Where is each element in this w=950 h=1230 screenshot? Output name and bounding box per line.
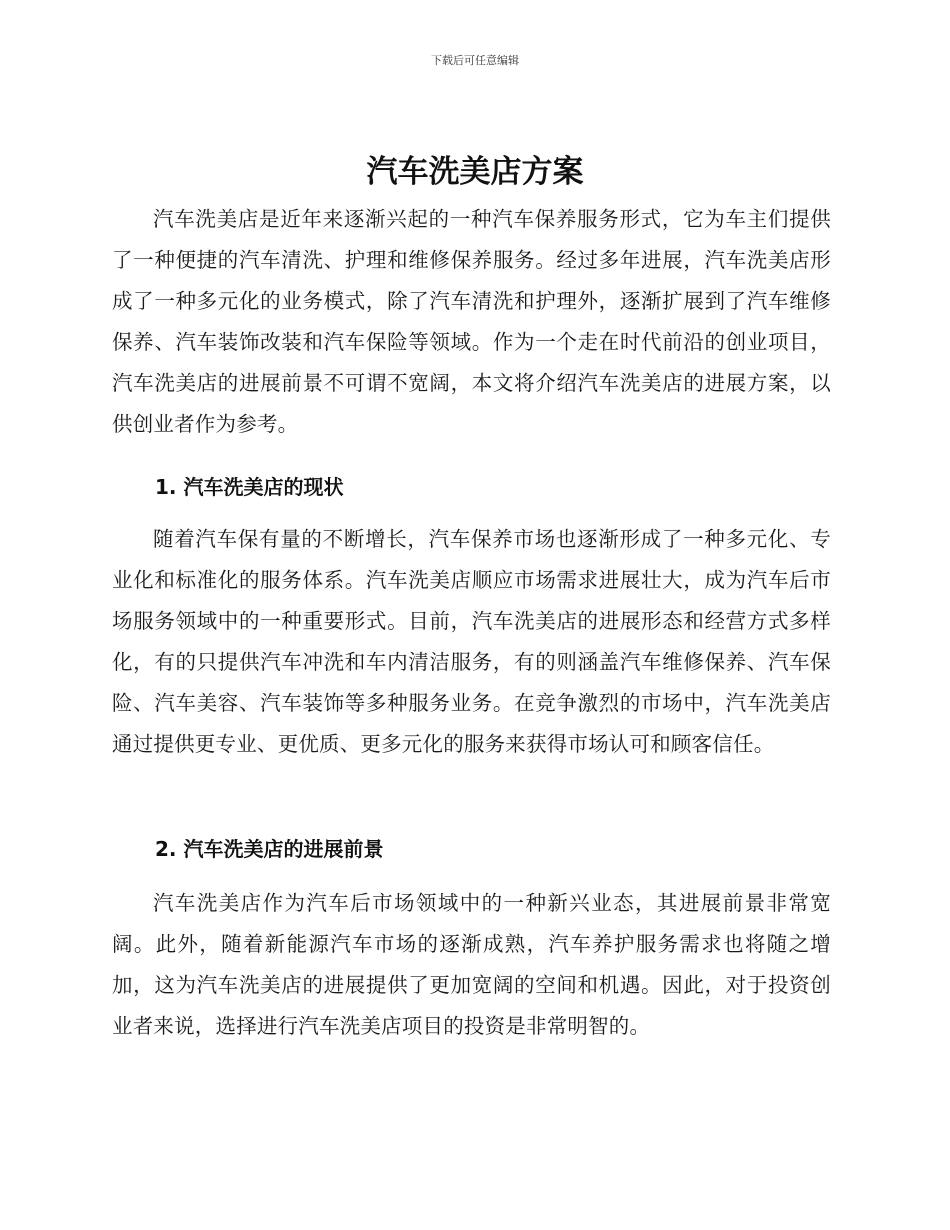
page-header-note: 下载后可任意编辑	[431, 54, 519, 67]
section-heading-development-prospects: 2. 汽车洗美店的进展前景	[155, 837, 384, 861]
document-title: 汽车洗美店方案	[366, 154, 584, 190]
intro-paragraph: 汽车洗美店是近年来逐渐兴起的一种汽车保养服务形式，它为车主们提供了一种便捷的汽车清洗、护理和维修保养服务。经过多年进展，汽车洗美店形成了一种多元化的业务模式，除了汽车清洗和护理外，逐渐扩展到了汽车维修保养、汽车装饰改装和汽车保险等领域。作为一个走在时代前沿的创业项目，汽车洗美店的进展前景不可谓不宽阔，本文将介绍汽车洗美店的进展方案，以供创业者作为参考。	[112, 207, 831, 436]
section-heading-current-status: 1. 汽车洗美店的现状	[155, 475, 344, 499]
section-paragraph-current-status: 随着汽车保有量的不断增长，汽车保养市场也逐渐形成了一种多元化、专业化和标准化的服务体系。汽车洗美店顺应市场需求进展壮大，成为汽车后市场服务领域中的一种重要形式。目前，汽车洗美店的进展形态和经营方式多样化，有的只提供汽车冲洗和车内清洁服务，有的则涵盖汽车维修保养、汽车保险、汽车美容、汽车装饰等多种服务业务。在竞争激烈的市场中，汽车洗美店通过提供更专业、更优质、更多元化的服务来获得市场认可和顾客信任。	[112, 527, 831, 756]
section-paragraph-development-prospects: 汽车洗美店作为汽车后市场领域中的一种新兴业态，其进展前景非常宽阔。此外，随着新能源汽车市场的逐渐成熟，汽车养护服务需求也将随之增加，这为汽车洗美店的进展提供了更加宽阔的空间和机遇。因此，对于投资创业者来说，选择进行汽车洗美店项目的投资是非常明智的。	[112, 891, 831, 1038]
